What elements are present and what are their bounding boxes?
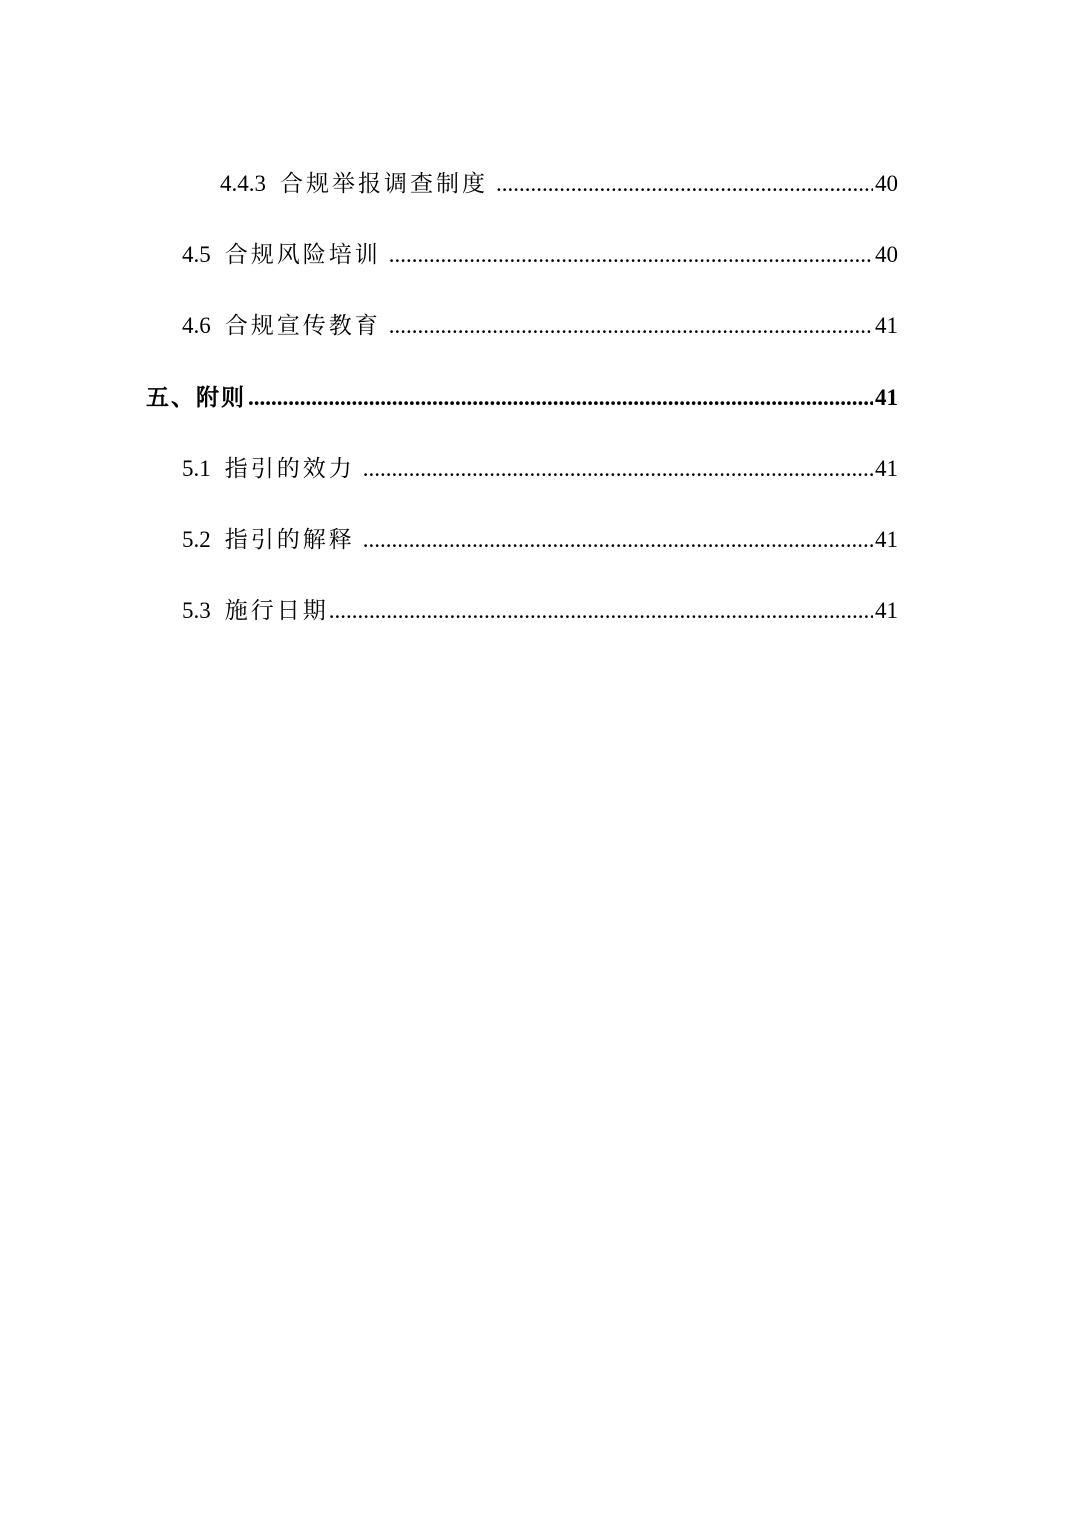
toc-entry-page: 41	[875, 313, 898, 338]
toc-chapter-title: 五、附则	[146, 385, 246, 410]
toc-entry-title: 指引的效力	[224, 456, 355, 481]
toc-entry-number: 4.4.3	[220, 171, 266, 196]
toc-dot-leader	[389, 308, 873, 344]
toc-entry-4-6[interactable]	[182, 308, 898, 344]
toc-entry-number: 4.6	[182, 313, 211, 338]
toc-entry-page: 41	[875, 385, 898, 410]
toc-entry-title: 合规宣传教育	[224, 313, 381, 338]
toc-dot-leader	[363, 522, 873, 558]
toc-entry-title: 指引的解释	[224, 527, 355, 552]
toc-dot-leader	[329, 593, 873, 629]
toc-chapter-5[interactable]	[146, 380, 898, 416]
toc-dot-leader	[496, 166, 873, 202]
toc-entry-5-1[interactable]	[182, 451, 898, 487]
toc-entry-page: 40	[875, 171, 898, 196]
toc-entry-number: 5.3	[182, 598, 211, 623]
toc-entry-5-2[interactable]	[182, 522, 898, 558]
toc-entry-4-4-3[interactable]	[220, 166, 898, 202]
toc-entry-page: 41	[875, 598, 898, 623]
toc-entry-page: 41	[875, 527, 898, 552]
toc-entry-page: 40	[875, 242, 898, 267]
toc-dot-leader	[248, 380, 873, 416]
toc-entry-title: 合规举报调查制度	[280, 171, 488, 196]
toc-entry-page: 41	[875, 456, 898, 481]
toc-entry-number: 5.2	[182, 527, 211, 552]
toc-entry-4-5[interactable]	[182, 237, 898, 273]
toc-entry-number: 4.5	[182, 242, 211, 267]
toc-dot-leader	[363, 451, 873, 487]
toc-entry-title: 合规风险培训	[224, 242, 381, 267]
toc-entry-number: 5.1	[182, 456, 211, 481]
toc-entry-title: 施行日期	[224, 598, 329, 623]
toc-dot-leader	[389, 237, 873, 273]
toc-entry-5-3[interactable]	[182, 593, 898, 629]
